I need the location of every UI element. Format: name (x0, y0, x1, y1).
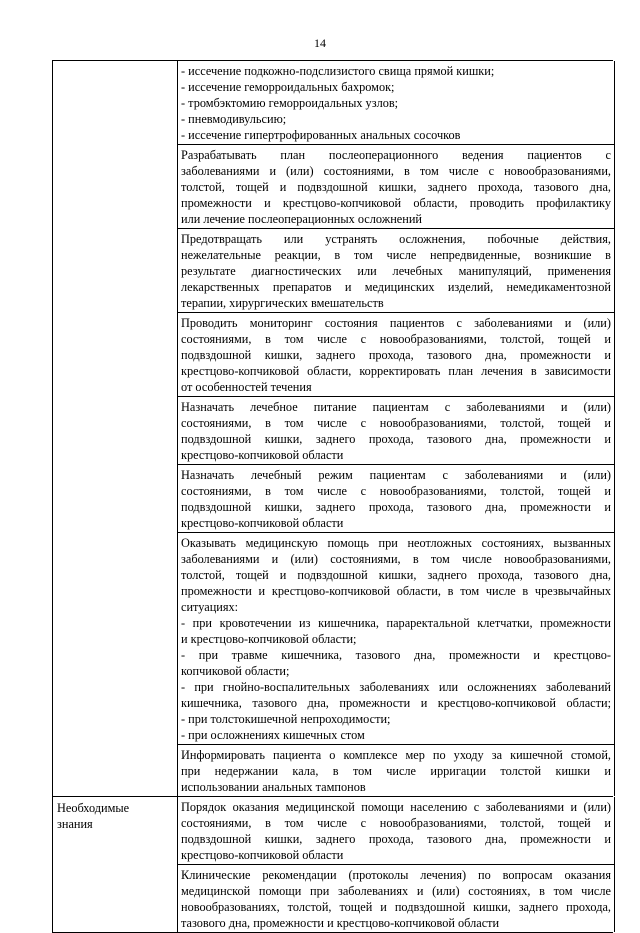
text-line: Клинические рекомендации (протоколы лечения) по вопросам оказания (181, 868, 611, 882)
text-line: использовании анальных тампонов (181, 780, 366, 794)
table-cell (178, 313, 614, 397)
text-line: - иссечение гипертрофированных анальных сосочков (181, 128, 461, 142)
section-skills-label-cell (52, 61, 178, 796)
text-line: - пневмодивульсию; (181, 112, 287, 126)
text-line: копчиковой области; (181, 664, 290, 678)
section-skills (52, 60, 613, 797)
text-line: тазового дна, промежности и крестцово-копчиковой области (181, 916, 500, 930)
section-knowledge-label-cell (52, 797, 178, 932)
text-line: кишечника, тазового дна, промежности и крестцово-копчиковой области; (181, 696, 611, 710)
table-cell (178, 61, 614, 145)
text-line: толстой, тощей и подвздошной кишки, заднего прохода, тазового дна, (181, 568, 611, 582)
table-cell (178, 533, 614, 745)
table-cell (178, 745, 614, 796)
text-line: от особенностей течения (181, 380, 312, 394)
text-line: Назначать лечебное питание пациентам с заболеваниями и (или) (181, 400, 611, 414)
text-line: ситуациях: (181, 600, 239, 614)
text-line: медицинской помощи при заболеваниях и (или) состояниях, в том числе (181, 884, 611, 898)
text-line: нежелательные реакции, в том числе непредвиденные, возникшие в (181, 248, 611, 262)
text-line: - тромбэктомию геморроидальных узлов; (181, 96, 399, 110)
text-line: заболеваниями и (или) состояниями, в том числе с новообразованиями, (181, 164, 611, 178)
text-line: результате диагностических или лечебных манипуляций, применения (181, 264, 611, 278)
text-line: - при осложнениях кишечных стом (181, 728, 365, 742)
text-line: состояниями, в том числе с новообразованиями, толстой, тощей и (181, 484, 611, 498)
section-knowledge (52, 797, 613, 933)
text-line: состояниями, в том числе с новообразованиями, толстой, тощей и (181, 416, 611, 430)
text-line: состояниями, в том числе с новообразованиями, толстой, тощей и (181, 816, 611, 830)
text-line: и крестцово-копчиковой области; (181, 632, 357, 646)
label-line: знания (57, 817, 93, 831)
text-line: лекарственных препаратов и медицинских изделий, немедикаментозной (181, 280, 611, 294)
label-line: Необходимые (57, 801, 130, 815)
table-cell (178, 465, 614, 533)
text-line: Оказывать медицинскую помощь при неотложных состояниях, вызванных (181, 536, 611, 550)
text-line: крестцово-копчиковой области (181, 848, 344, 862)
text-line: - иссечение подкожно-подслизистого свища прямой кишки; (181, 64, 495, 78)
text-line: Разрабатывать план послеоперационного ведения пациентов с (181, 148, 611, 162)
text-line: подвздошной кишки, заднего прохода, тазового дна, промежности и (181, 832, 611, 846)
text-line: заболеваниями и (или) состояниями, в том числе новообразованиями, (181, 552, 611, 566)
text-line: подвздошной кишки, заднего прохода, тазового дна, промежности и (181, 500, 611, 514)
table-cell (178, 865, 614, 932)
text-line: - при травме кишечника, тазового дна, промежности и крестцово- (181, 648, 611, 662)
text-line: подвздошной кишки, заднего прохода, тазового дна, промежности и (181, 348, 611, 362)
text-line: промежности и крестцово-копчиковой области, в том числе в чрезвычайных (181, 584, 611, 598)
table-cell (178, 229, 614, 313)
text-line: Информировать пациента о комплексе мер по уходу за кишечной стомой, (181, 748, 611, 762)
text-line: - при толстокишечной непроходимости; (181, 712, 391, 726)
text-line: новообразованиях, толстой, тощей и подвздошной кишки, заднего прохода, (181, 900, 611, 914)
section-knowledge-content (178, 797, 615, 932)
text-line: промежности и крестцово-копчиковой области, проводить профилактику (181, 196, 611, 210)
text-line: Назначать лечебный режим пациентам с заболеваниями и (или) (181, 468, 611, 482)
competency-table (52, 60, 613, 933)
section-skills-content (178, 61, 615, 796)
table-cell (178, 797, 614, 865)
page-number: 14 (314, 36, 326, 50)
table-cell (178, 397, 614, 465)
text-line: - при гнойно-воспалительных заболеваниях или осложнениях заболеваний (181, 680, 611, 694)
text-line: крестцово-копчиковой области, корректировать план лечения в зависимости (181, 364, 611, 378)
text-line: при недержании кала, в том числе ирригации толстой кишки и (181, 764, 611, 778)
section-knowledge-label (53, 797, 177, 835)
text-line: - при кровотечении из кишечника, параректальной клетчатки, промежности (181, 616, 611, 630)
table-cell (178, 145, 614, 229)
text-line: терапии, хирургических вмешательств (181, 296, 384, 310)
text-line: Порядок оказания медицинской помощи населению с заболеваниями и (или) (181, 800, 611, 814)
text-line: или лечение послеоперационных осложнений (181, 212, 423, 226)
text-line: состояниями, в том числе с новообразованиями, толстой, тощей и (181, 332, 611, 346)
text-line: - иссечение геморроидальных бахромок; (181, 80, 395, 94)
text-line: толстой, тощей и подвздошной кишки, заднего прохода, тазового дна, (181, 180, 611, 194)
text-line: крестцово-копчиковой области (181, 448, 344, 462)
text-line: подвздошной кишки, заднего прохода, тазового дна, промежности и (181, 432, 611, 446)
text-line: Предотвращать или устранять осложнения, побочные действия, (181, 232, 611, 246)
text-line: Проводить мониторинг состояния пациентов с заболеваниями и (или) (181, 316, 611, 330)
text-line: крестцово-копчиковой области (181, 516, 344, 530)
